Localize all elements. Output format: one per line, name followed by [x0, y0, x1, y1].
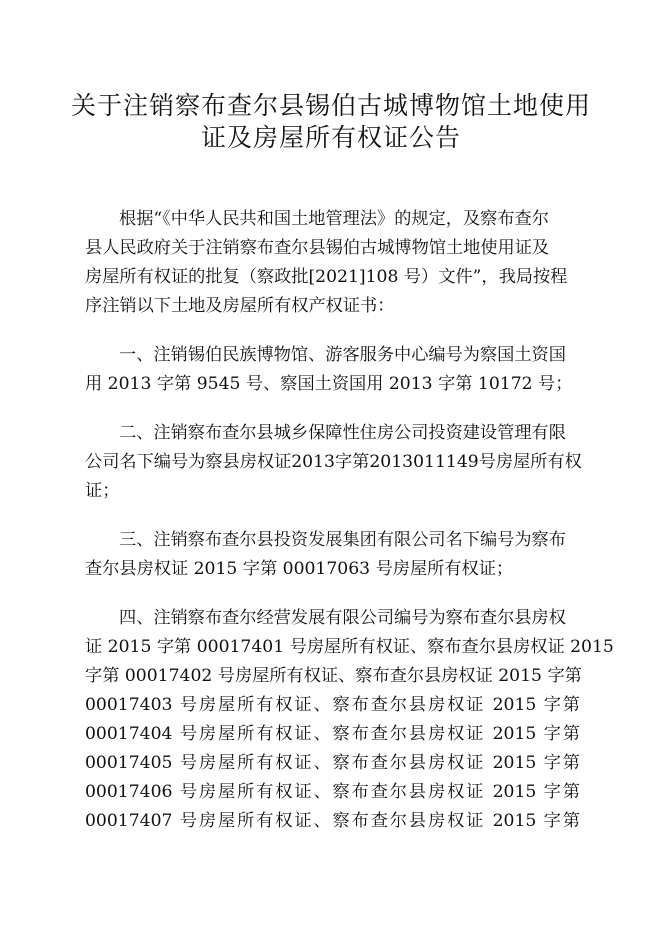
paragraph-item-2	[85, 419, 580, 506]
text-line: 证；	[85, 481, 120, 501]
text-line: 一、注销锡伯民族博物馆、游客服务中心编号为察国土资国	[119, 345, 566, 365]
text-line: 用 2013 字第 9545 号、察国土资国用 2013 字第 10172 号；	[85, 374, 573, 394]
document-title-line-2: 证及房屋所有权证公告	[200, 123, 461, 152]
paragraph-item-3	[85, 526, 580, 584]
text-line: 三、注销察布查尔县投资发展集团有限公司名下编号为察布	[119, 530, 566, 550]
paragraph-item-4	[85, 604, 614, 836]
paragraph-intro	[85, 205, 580, 321]
text-line: 序注销以下土地及房屋所有权产权证书：	[85, 296, 395, 316]
text-line: 县人民政府关于注销察布查尔县锡伯古城博物馆土地使用证及	[85, 238, 550, 258]
document-title-line-1: 关于注销察布查尔县锡伯古城博物馆土地使用	[70, 91, 591, 120]
text-line: 00017403 号房屋所有权证、察布查尔县房权证 2015 字第	[85, 695, 580, 715]
text-line: 00017405 号房屋所有权证、察布查尔县房权证 2015 字第	[85, 753, 580, 773]
text-line: 证 2015 字第 00017401 号房屋所有权证、察布查尔县房权证 2015	[85, 637, 614, 657]
text-line: 00017406 号房屋所有权证、察布查尔县房权证 2015 字第	[85, 782, 580, 802]
text-line: 公司名下编号为察县房权证2013字第2013011149号房屋所有权	[85, 452, 582, 472]
text-line: 字第 00017402 号房屋所有权证、察布查尔县房权证 2015 字第	[85, 666, 582, 686]
text-line: 二、注销察布查尔县城乡保障性住房公司投资建设管理有限	[119, 423, 566, 443]
text-line: 00017404 号房屋所有权证、察布查尔县房权证 2015 字第	[85, 724, 580, 744]
text-line: 00017407 号房屋所有权证、察布查尔县房权证 2015 字第	[85, 811, 580, 831]
document-body	[85, 205, 614, 836]
text-line: 根据“《中华人民共和国土地管理法》的规定，及察布查尔	[119, 209, 549, 229]
text-line: 房屋所有权证的批复（察政批[2021]108 号）文件”，我局按程	[85, 267, 568, 287]
text-line: 四、注销察布查尔经营发展有限公司编号为察布查尔县房权	[119, 608, 566, 628]
paragraph-item-1	[85, 341, 580, 399]
text-line: 查尔县房权证 2015 字第 00017063 号房屋所有权证；	[85, 559, 514, 579]
